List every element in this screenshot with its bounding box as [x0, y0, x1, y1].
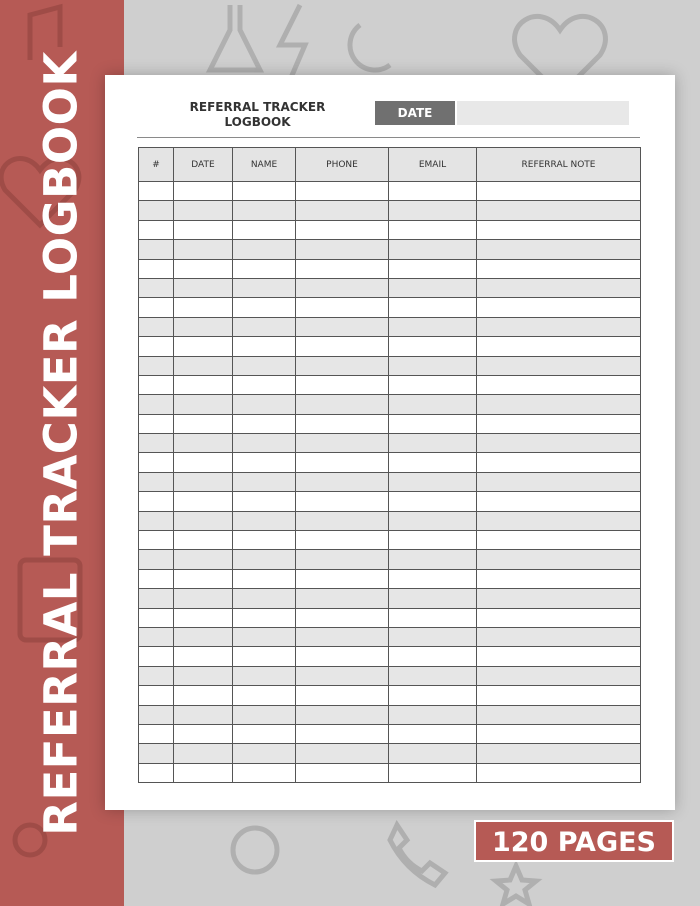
table-cell[interactable]: [139, 259, 174, 278]
table-cell[interactable]: [296, 220, 389, 239]
table-cell[interactable]: [477, 472, 641, 491]
table-cell[interactable]: [174, 201, 233, 220]
phone-doodle: [390, 825, 445, 885]
star-doodle: [496, 866, 536, 904]
table-cell[interactable]: [477, 666, 641, 685]
table-row: [139, 220, 641, 239]
column-header-email: EMAIL: [389, 148, 477, 182]
table-cell[interactable]: [233, 724, 296, 743]
table-cell[interactable]: [233, 259, 296, 278]
table-cell[interactable]: [296, 589, 389, 608]
table-row: [139, 647, 641, 666]
table-cell[interactable]: [296, 531, 389, 550]
table-cell[interactable]: [296, 414, 389, 433]
table-cell[interactable]: [477, 492, 641, 511]
table-cell[interactable]: [139, 317, 174, 336]
table-cell[interactable]: [296, 278, 389, 297]
table-cell[interactable]: [233, 531, 296, 550]
table-cell[interactable]: [174, 453, 233, 472]
table-row: [139, 395, 641, 414]
table-cell[interactable]: [477, 550, 641, 569]
table-cell[interactable]: [477, 724, 641, 743]
table-cell[interactable]: [139, 744, 174, 763]
table-cell[interactable]: [296, 744, 389, 763]
table-cell[interactable]: [477, 569, 641, 588]
table-row: [139, 724, 641, 743]
table-cell[interactable]: [477, 705, 641, 724]
table-cell[interactable]: [233, 492, 296, 511]
table-cell[interactable]: [174, 763, 233, 782]
table-cell[interactable]: [389, 724, 477, 743]
table-cell[interactable]: [296, 298, 389, 317]
table-cell[interactable]: [389, 492, 477, 511]
table-cell[interactable]: [139, 724, 174, 743]
table-cell[interactable]: [477, 627, 641, 646]
table-cell[interactable]: [477, 434, 641, 453]
spine-title: REFERRAL TRACKER LOGBOOK: [34, 50, 88, 836]
table-row: [139, 744, 641, 763]
table-row: [139, 492, 641, 511]
table-cell[interactable]: [174, 569, 233, 588]
table-cell[interactable]: [233, 201, 296, 220]
table-cell[interactable]: [174, 240, 233, 259]
table-cell[interactable]: [174, 627, 233, 646]
table-cell[interactable]: [174, 472, 233, 491]
table-cell[interactable]: [477, 531, 641, 550]
flask-doodle: [210, 5, 260, 70]
table-cell[interactable]: [139, 240, 174, 259]
table-cell[interactable]: [477, 763, 641, 782]
table-cell[interactable]: [389, 375, 477, 394]
table-cell[interactable]: [139, 298, 174, 317]
table-cell[interactable]: [139, 550, 174, 569]
table-cell[interactable]: [174, 589, 233, 608]
table-row: [139, 686, 641, 705]
table-cell[interactable]: [389, 337, 477, 356]
table-cell[interactable]: [233, 220, 296, 239]
table-cell[interactable]: [296, 763, 389, 782]
table-cell[interactable]: [233, 375, 296, 394]
table-cell[interactable]: [233, 453, 296, 472]
table-cell[interactable]: [174, 608, 233, 627]
table-cell[interactable]: [139, 647, 174, 666]
table-cell[interactable]: [389, 569, 477, 588]
table-row: [139, 550, 641, 569]
date-label: DATE: [375, 101, 455, 125]
table-cell[interactable]: [296, 375, 389, 394]
pages-badge: 120 PAGES: [474, 820, 674, 862]
table-cell[interactable]: [233, 705, 296, 724]
table-cell[interactable]: [477, 686, 641, 705]
table-row: [139, 182, 641, 201]
table-cell[interactable]: [477, 356, 641, 375]
table-cell[interactable]: [477, 647, 641, 666]
table-cell[interactable]: [477, 317, 641, 336]
table-row: [139, 298, 641, 317]
table-cell[interactable]: [233, 627, 296, 646]
table-row: [139, 608, 641, 627]
table-row: [139, 472, 641, 491]
table-cell[interactable]: [233, 686, 296, 705]
table-cell[interactable]: [296, 356, 389, 375]
table-cell[interactable]: [174, 550, 233, 569]
table-row: [139, 569, 641, 588]
table-cell[interactable]: [139, 201, 174, 220]
table-cell[interactable]: [477, 589, 641, 608]
table-cell[interactable]: [296, 608, 389, 627]
table-cell[interactable]: [233, 589, 296, 608]
table-cell[interactable]: [233, 395, 296, 414]
table-cell[interactable]: [139, 472, 174, 491]
table-cell[interactable]: [139, 666, 174, 685]
table-cell[interactable]: [389, 220, 477, 239]
table-cell[interactable]: [389, 608, 477, 627]
table-cell[interactable]: [174, 337, 233, 356]
table-cell[interactable]: [174, 298, 233, 317]
table-cell[interactable]: [233, 278, 296, 297]
table-cell[interactable]: [389, 434, 477, 453]
table-cell[interactable]: [477, 414, 641, 433]
table-cell[interactable]: [296, 686, 389, 705]
column-header-number: #: [139, 148, 174, 182]
header-divider: [137, 137, 640, 138]
table-cell[interactable]: [139, 511, 174, 530]
table-cell[interactable]: [174, 434, 233, 453]
table-cell[interactable]: [296, 182, 389, 201]
table-cell[interactable]: [296, 647, 389, 666]
table-cell[interactable]: [174, 531, 233, 550]
table-cell[interactable]: [389, 589, 477, 608]
table-cell[interactable]: [233, 608, 296, 627]
table-row: [139, 337, 641, 356]
table-cell[interactable]: [389, 627, 477, 646]
table-cell[interactable]: [139, 627, 174, 646]
table-cell[interactable]: [389, 278, 477, 297]
table-cell[interactable]: [477, 278, 641, 297]
table-cell[interactable]: [296, 201, 389, 220]
table-cell[interactable]: [296, 492, 389, 511]
table-cell[interactable]: [233, 414, 296, 433]
table-cell[interactable]: [233, 317, 296, 336]
table-cell[interactable]: [174, 259, 233, 278]
table-cell[interactable]: [389, 666, 477, 685]
table-cell[interactable]: [174, 666, 233, 685]
table-cell[interactable]: [389, 317, 477, 336]
table-cell[interactable]: [174, 356, 233, 375]
table-cell[interactable]: [477, 201, 641, 220]
table-cell[interactable]: [233, 647, 296, 666]
table-cell[interactable]: [477, 182, 641, 201]
table-cell[interactable]: [233, 744, 296, 763]
table-row: [139, 705, 641, 724]
table-cell[interactable]: [139, 686, 174, 705]
table-cell[interactable]: [233, 434, 296, 453]
table-cell[interactable]: [139, 434, 174, 453]
table-cell[interactable]: [174, 724, 233, 743]
table-row: [139, 201, 641, 220]
table-cell[interactable]: [389, 298, 477, 317]
table-row: [139, 356, 641, 375]
moon-doodle: [350, 25, 390, 70]
table-cell[interactable]: [174, 414, 233, 433]
table-cell[interactable]: [139, 608, 174, 627]
table-cell[interactable]: [389, 395, 477, 414]
date-field[interactable]: [457, 101, 629, 125]
table-cell[interactable]: [296, 472, 389, 491]
table-cell[interactable]: [233, 666, 296, 685]
table-cell[interactable]: [389, 201, 477, 220]
table-cell[interactable]: [477, 298, 641, 317]
table-cell[interactable]: [139, 705, 174, 724]
table-cell[interactable]: [389, 705, 477, 724]
table-cell[interactable]: [389, 356, 477, 375]
table-cell[interactable]: [174, 647, 233, 666]
table-cell[interactable]: [296, 705, 389, 724]
page-title-line1: REFERRAL TRACKER: [189, 100, 326, 114]
table-cell[interactable]: [233, 763, 296, 782]
table-cell[interactable]: [477, 744, 641, 763]
table-cell[interactable]: [477, 220, 641, 239]
table-cell[interactable]: [139, 395, 174, 414]
table-row: [139, 414, 641, 433]
spine-title-wrapper: [12, 50, 110, 836]
table-cell[interactable]: [139, 278, 174, 297]
table-cell[interactable]: [296, 550, 389, 569]
page-title-line2: LOGBOOK: [224, 115, 291, 129]
table-cell[interactable]: [174, 511, 233, 530]
table-cell[interactable]: [389, 453, 477, 472]
table-cell[interactable]: [139, 763, 174, 782]
table-cell[interactable]: [139, 531, 174, 550]
table-cell[interactable]: [233, 182, 296, 201]
table-cell[interactable]: [389, 259, 477, 278]
table-cell[interactable]: [389, 744, 477, 763]
table-row: [139, 666, 641, 685]
table-cell[interactable]: [233, 240, 296, 259]
page-title: [175, 100, 340, 130]
table-cell[interactable]: [389, 763, 477, 782]
table-cell[interactable]: [389, 511, 477, 530]
table-cell[interactable]: [296, 240, 389, 259]
table-cell[interactable]: [389, 182, 477, 201]
magnifier-doodle: [233, 828, 277, 872]
table-cell[interactable]: [477, 337, 641, 356]
table-cell[interactable]: [296, 453, 389, 472]
table-cell[interactable]: [174, 375, 233, 394]
table-cell[interactable]: [174, 220, 233, 239]
table-cell[interactable]: [139, 589, 174, 608]
table-cell[interactable]: [389, 686, 477, 705]
table-cell[interactable]: [296, 627, 389, 646]
table-cell[interactable]: [233, 472, 296, 491]
logbook-page: [105, 75, 675, 810]
table-cell[interactable]: [139, 492, 174, 511]
column-header-phone: PHONE: [296, 148, 389, 182]
table-cell[interactable]: [139, 220, 174, 239]
table-cell[interactable]: [477, 453, 641, 472]
table-cell[interactable]: [477, 511, 641, 530]
table-cell[interactable]: [233, 550, 296, 569]
lightning-doodle: [280, 5, 305, 80]
table-cell[interactable]: [139, 375, 174, 394]
table-row: [139, 531, 641, 550]
referral-log-table: [138, 147, 641, 783]
table-cell[interactable]: [477, 375, 641, 394]
table-cell[interactable]: [174, 705, 233, 724]
table-cell[interactable]: [233, 356, 296, 375]
table-cell[interactable]: [296, 666, 389, 685]
table-header-row: [139, 148, 641, 182]
table-cell[interactable]: [389, 240, 477, 259]
table-cell[interactable]: [233, 511, 296, 530]
table-cell[interactable]: [477, 395, 641, 414]
table-cell[interactable]: [174, 317, 233, 336]
table-cell[interactable]: [296, 337, 389, 356]
table-cell[interactable]: [477, 240, 641, 259]
table-cell[interactable]: [296, 395, 389, 414]
table-cell[interactable]: [296, 434, 389, 453]
table-cell[interactable]: [139, 356, 174, 375]
table-row: [139, 453, 641, 472]
table-body: [139, 182, 641, 783]
table-cell[interactable]: [174, 686, 233, 705]
table-cell[interactable]: [389, 550, 477, 569]
table-cell[interactable]: [174, 182, 233, 201]
table-row: [139, 434, 641, 453]
table-row: [139, 240, 641, 259]
table-cell[interactable]: [477, 259, 641, 278]
table-cell[interactable]: [174, 744, 233, 763]
table-cell[interactable]: [389, 472, 477, 491]
table-cell[interactable]: [233, 569, 296, 588]
table-cell[interactable]: [296, 317, 389, 336]
table-cell[interactable]: [174, 278, 233, 297]
table-row: [139, 375, 641, 394]
table-cell[interactable]: [296, 259, 389, 278]
table-cell[interactable]: [477, 608, 641, 627]
table-cell[interactable]: [233, 337, 296, 356]
table-cell[interactable]: [296, 511, 389, 530]
table-cell[interactable]: [296, 724, 389, 743]
table-row: [139, 589, 641, 608]
column-header-name: NAME: [233, 148, 296, 182]
table-cell[interactable]: [233, 298, 296, 317]
table-row: [139, 763, 641, 782]
table-cell[interactable]: [174, 395, 233, 414]
column-header-date: DATE: [174, 148, 233, 182]
table-cell[interactable]: [389, 531, 477, 550]
table-cell[interactable]: [174, 492, 233, 511]
column-header-referral-note: REFERRAL NOTE: [477, 148, 641, 182]
table-row: [139, 627, 641, 646]
table-row: [139, 259, 641, 278]
table-cell[interactable]: [139, 337, 174, 356]
table-cell[interactable]: [389, 647, 477, 666]
table-row: [139, 278, 641, 297]
table-cell[interactable]: [389, 414, 477, 433]
table-cell[interactable]: [139, 453, 174, 472]
table-cell[interactable]: [139, 414, 174, 433]
table-row: [139, 317, 641, 336]
table-cell[interactable]: [296, 569, 389, 588]
table-cell[interactable]: [139, 182, 174, 201]
table-row: [139, 511, 641, 530]
table-cell[interactable]: [139, 569, 174, 588]
